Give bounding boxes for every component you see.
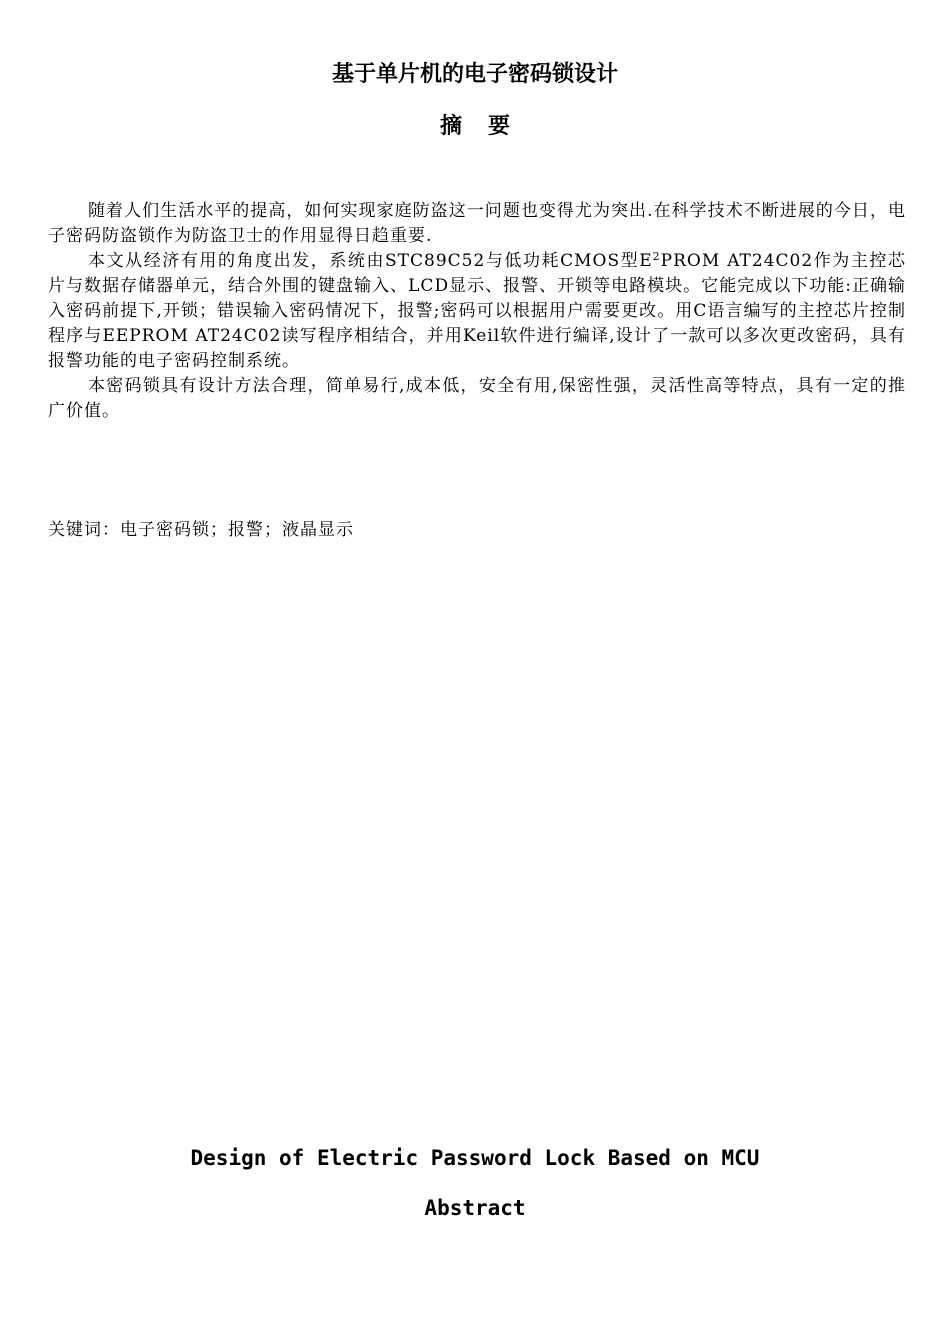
abstract-paragraph: 本密码锁具有设计方法合理，简单易行,成本低，安全有用,保密性强，灵活性高等特点，具有一定的推广价值。 bbox=[48, 376, 906, 421]
paragraph-text: 本文从经济有用的角度出发，系统由STC89C52与低功耗CMOS型E bbox=[88, 251, 653, 271]
abstract-paragraph bbox=[48, 249, 906, 374]
keywords: 关键词：电子密码锁；报警；液晶显示 bbox=[48, 520, 354, 540]
abstract-body bbox=[48, 199, 906, 424]
english-abstract-heading: Abstract bbox=[424, 1196, 526, 1220]
abstract-heading: 摘要 bbox=[439, 114, 536, 139]
superscript: 2 bbox=[652, 250, 661, 263]
abstract-paragraph: 随着人们生活水平的提高，如何实现家庭防盗这一问题也变得尤为突出.在科学技术不断进展的今日，电子密码防盗锁作为防盗卫士的作用显得日趋重要. bbox=[48, 201, 906, 246]
document-title: 基于单片机的电子密码锁设计 bbox=[331, 62, 618, 87]
paragraph-text: PROM AT24C02作为主控芯片与数据存储器单元，结合外围的键盘输入、LCD显示、报警、开锁等电路模块。它能完成以下功能:正确输入密码前提下,开锁；错误输入密码情况下，报警;密码可以根据用户需要更改。用C语言编写的主控芯片控制程序与EEPROM AT24C02读写程序相结合，并用Keil软件进行编译,设计了一款可以多次更改密码，具有报警功能的电子密码控制系统。 bbox=[48, 251, 906, 371]
english-title: Design of Electric Password Lock Based on MCU bbox=[190, 1146, 760, 1170]
